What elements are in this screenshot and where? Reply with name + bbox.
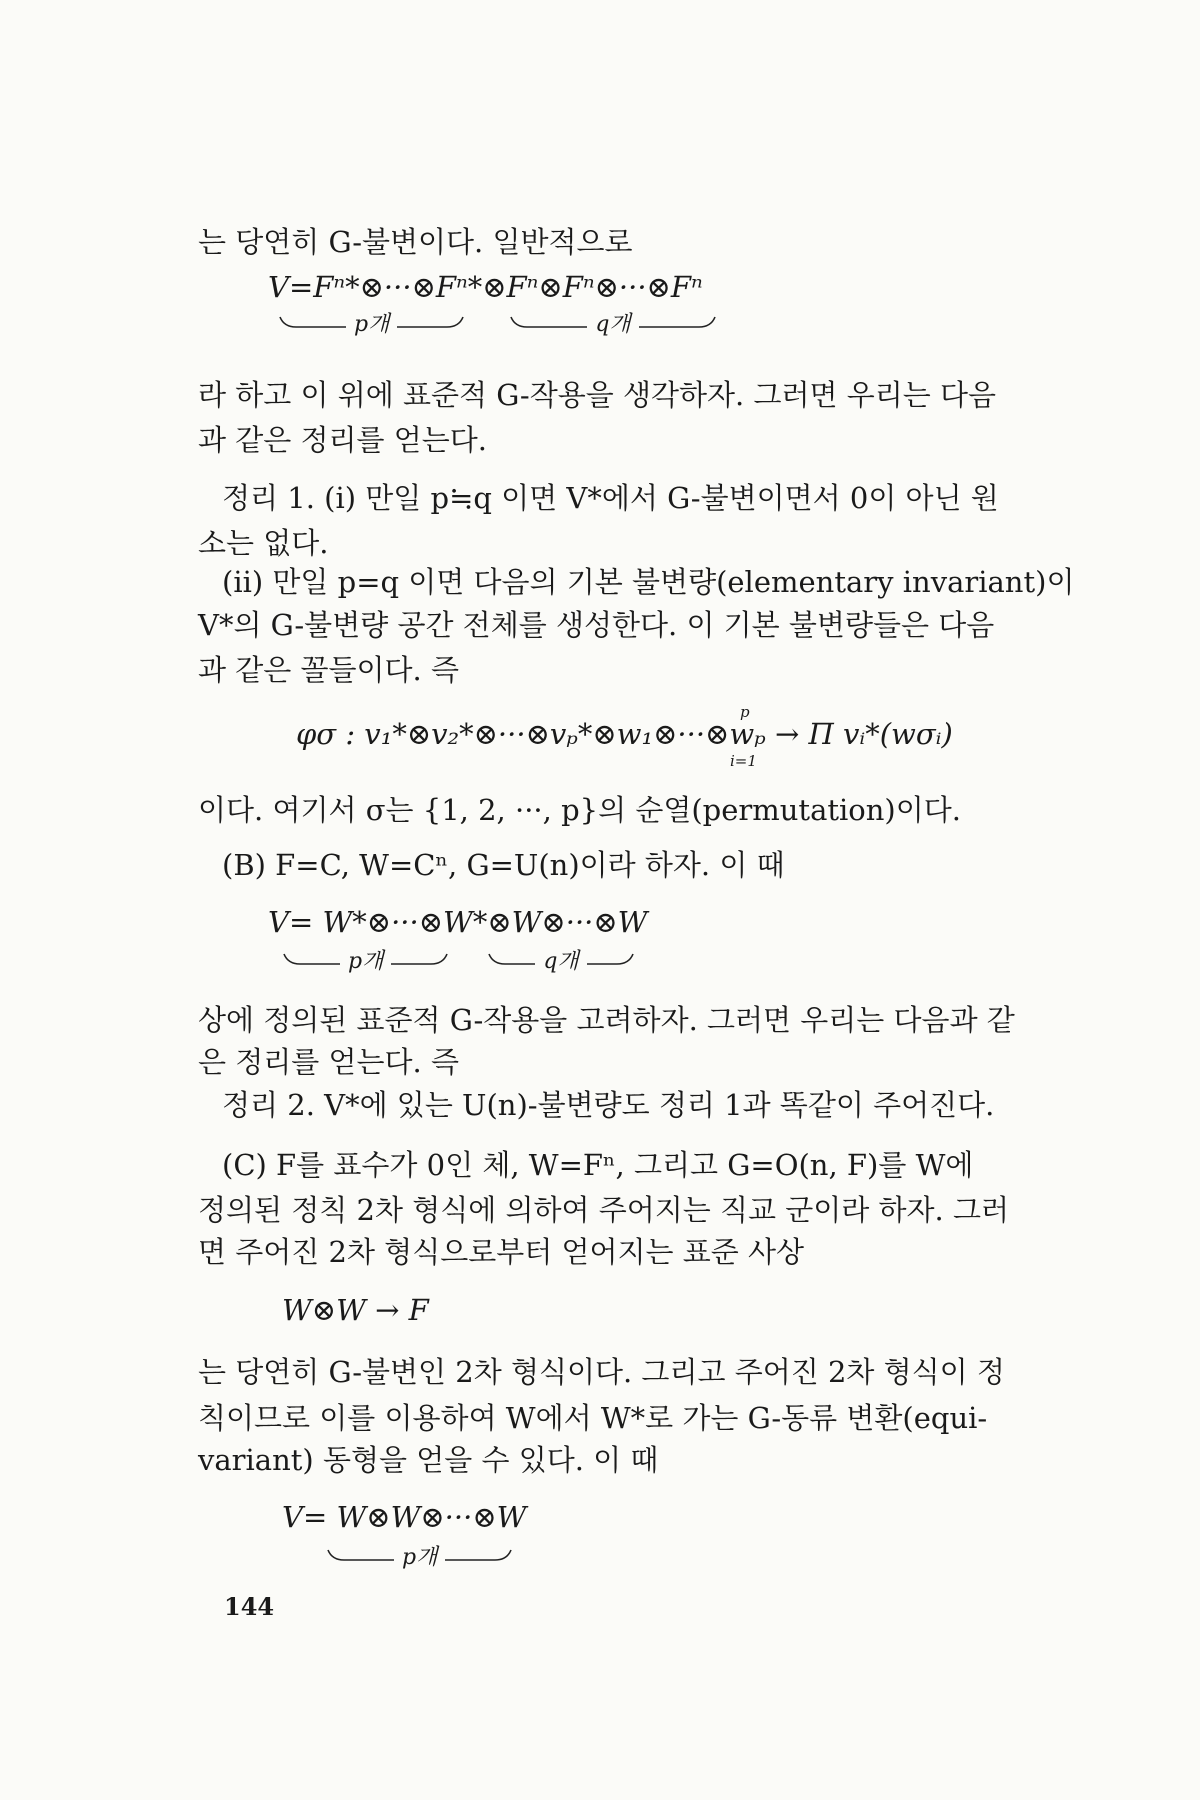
text-line-14: (C) F를 표수가 0인 체, W=Fⁿ, 그리고 G=O(n, F)를 W에	[222, 1148, 974, 1182]
text-line-12: 은 정리를 얻는다. 즉	[198, 1045, 459, 1079]
theorem-1-line: 정리 1. (i) 만일 p≒q 이면 V*에서 G-불변이면서 0이 아닌 원	[222, 481, 999, 515]
product-upper-limit: p	[740, 703, 750, 721]
text-line-3: 과 같은 정리를 얻는다.	[198, 423, 487, 457]
brace-left	[278, 315, 348, 331]
equation-5: V= W⊗W⊗···⊗W	[282, 1500, 527, 1534]
text-line-19: variant) 동형을 얻을 수 있다. 이 때	[198, 1443, 659, 1477]
text-line-18: 칙이므로 이를 이용하여 W에서 W*로 가는 G-동류 변환(equi-	[198, 1401, 988, 1435]
theorem-2-line: 정리 2. V*에 있는 U(n)-불변량도 정리 1과 똑같이 주어진다.	[222, 1088, 995, 1122]
text-line-16: 면 주어진 2차 형식으로부터 얻어지는 표준 사상	[198, 1235, 805, 1269]
equation-3-braces	[282, 944, 635, 975]
text-line-1: 는 당연히 G-불변이다. 일반적으로	[198, 225, 633, 259]
text-line-5: 소는 없다.	[198, 526, 329, 560]
text-line-9: 이다. 여기서 σ는 {1, 2, ···, p}의 순열(permutation)이다.	[198, 793, 961, 827]
brace-right-end	[637, 315, 717, 331]
equation-1-braces	[278, 307, 717, 338]
equation-3: V= W*⊗···⊗W*⊗W⊗···⊗W	[268, 905, 648, 939]
brace-label-p: p개	[348, 949, 384, 974]
brace-label-p: p개	[402, 1545, 438, 1570]
brace-left-end	[389, 952, 449, 968]
brace-label-q: q개	[543, 949, 579, 974]
text-line-8: 과 같은 꼴들이다. 즉	[198, 653, 459, 687]
product-lower-limit: i=1	[730, 752, 757, 770]
text-line-2: 라 하고 이 위에 표준적 G-작용을 생각하자. 그러면 우리는 다음	[198, 378, 997, 412]
equation-2: φσ : v₁*⊗v₂*⊗···⊗vₚ*⊗w₁⊗···⊗wₚ → Π vᵢ*(wσᵢ)	[296, 717, 953, 751]
brace-left	[326, 1548, 396, 1564]
text-line-11: 상에 정의된 표준적 G-작용을 고려하자. 그러면 우리는 다음과 같	[198, 1003, 1015, 1037]
brace-right	[509, 315, 589, 331]
brace-right	[487, 952, 537, 968]
brace-label-q: q개	[595, 312, 631, 337]
equation-1: V=Fⁿ*⊗···⊗Fⁿ*⊗Fⁿ⊗Fⁿ⊗···⊗Fⁿ	[268, 270, 703, 304]
brace-right-end	[443, 1548, 513, 1564]
equation-5-brace	[326, 1540, 513, 1571]
text-line-7: V*의 G-불변량 공간 전체를 생성한다. 이 기본 불변량들은 다음	[198, 608, 995, 642]
brace-right-end	[585, 952, 635, 968]
text-line-10: (B) F=C, W=Cⁿ, G=U(n)이라 하자. 이 때	[222, 848, 785, 882]
equation-4: W⊗W → F	[282, 1293, 429, 1327]
brace-left	[282, 952, 342, 968]
page-number: 144	[224, 1592, 275, 1621]
text-line-17: 는 당연히 G-불변인 2차 형식이다. 그리고 주어진 2차 형식이 정	[198, 1355, 1005, 1389]
text-line-6: (ii) 만일 p=q 이면 다음의 기본 불변량(elementary invariant)이	[222, 565, 1075, 599]
text-line-15: 정의된 정칙 2차 형식에 의하여 주어지는 직교 군이라 하자. 그러	[198, 1193, 1009, 1227]
brace-left-end	[395, 315, 465, 331]
brace-label-p: p개	[354, 312, 390, 337]
